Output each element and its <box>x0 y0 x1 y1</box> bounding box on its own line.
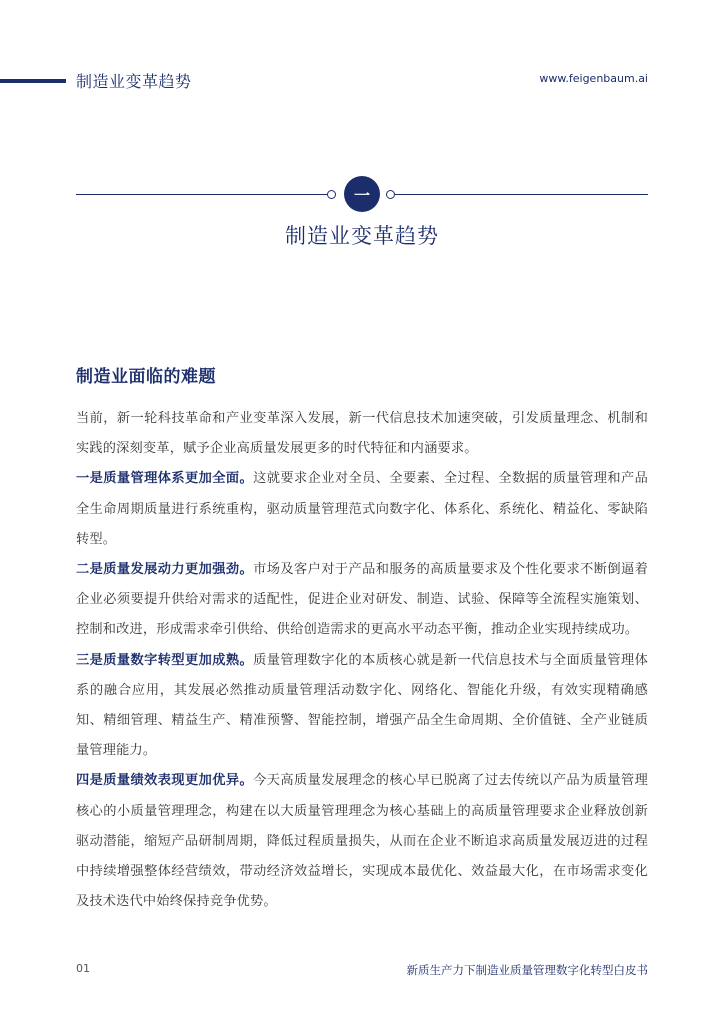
section-body <box>76 404 648 917</box>
point-lead: 一是质量管理体系更加全面。 <box>76 471 254 487</box>
point-paragraph-4 <box>76 766 648 917</box>
point-text: 今天高质量发展理念的核心早已脱离了过去传统以产品为质量管理核心的小质量管理理念，构建在以大质量管理理念为核心基础上的高质量管理要求企业释放创新驱动潜能，缩短产品研制周期，降低过程质量损失，从而在企业不断追求高质量发展迈进的过程中持续增强整体经营绩效，带动经济效益增长，实现成本最优化、效益最大化，在市场需求变化及技术迭代中始终保持竞争优势。 <box>76 773 648 910</box>
point-lead: 四是质量绩效表现更加优异。 <box>76 773 254 789</box>
intro-paragraph: 当前，新一轮科技革命和产业变革深入发展，新一代信息技术加速突破，引发质量理念、机制和实践的深刻变革，赋予企业高质量发展更多的时代特征和内涵要求。 <box>76 411 648 457</box>
chapter-divider-left <box>76 194 328 195</box>
section-heading: 制造业面临的难题 <box>76 367 216 387</box>
point-lead: 二是质量发展动力更加强劲。 <box>76 562 254 578</box>
point-text: 质量管理数字化的本质核心就是新一代信息技术与全面质量管理体系的融合应用，其发展必然推动质量管理活动数字化、网络化、智能化升级，有效实现精确感知、精细管理、精益生产、精准预警、智能控制，增强产品全生命周期、全价值链、全产业链质量管理能力。 <box>76 652 648 759</box>
divider-dot-right <box>386 190 395 199</box>
point-paragraph-3 <box>76 646 648 767</box>
point-paragraph-1 <box>76 464 648 555</box>
point-lead: 三是质量数字转型更加成熟。 <box>76 652 254 668</box>
header-accent-bar <box>0 79 66 83</box>
footer-book-title: 新质生产力下制造业质量管理数字化转型白皮书 <box>406 963 648 977</box>
running-header-title: 制造业变革趋势 <box>76 72 192 91</box>
point-paragraph-2 <box>76 555 648 646</box>
point-text: 这就要求企业对全员、全要素、全过程、全数据的质量管理和产品全生命周期质量进行系统重构，驱动质量管理范式向数字化、体系化、系统化、精益化、零缺陷转型。 <box>76 471 648 547</box>
footer-page-number: 01 <box>76 962 90 975</box>
chapter-divider-right <box>395 194 648 195</box>
chapter-number-badge: 一 <box>344 176 380 212</box>
divider-dot-left <box>327 190 336 199</box>
point-text: 市场及客户对于产品和服务的高质量要求及个性化要求不断倒逼着企业必须要提升供给对需求的适配性，促进企业对研发、制造、试验、保障等全流程实施策划、控制和改进，形成需求牵引供给、供给创造需求的更高水平动态平衡，推动企业实现持续成功。 <box>76 562 648 638</box>
chapter-title: 制造业变革趋势 <box>285 224 439 248</box>
header-website-url[interactable]: www.feigenbaum.ai <box>539 72 648 85</box>
